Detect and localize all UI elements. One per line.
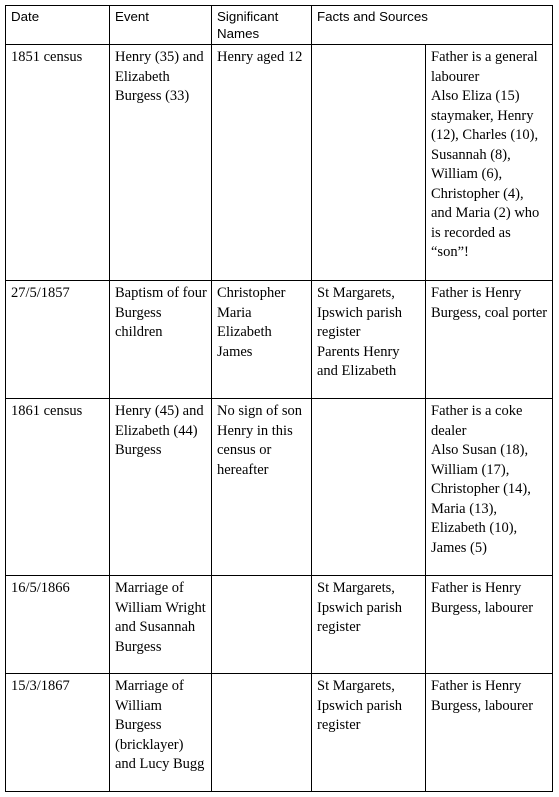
cell-source: St Margarets, Ipswich parish register xyxy=(312,576,426,674)
table-row xyxy=(6,576,553,674)
cell-date: 16/5/1866 xyxy=(6,576,110,674)
cell-names xyxy=(212,674,312,792)
cell-event: Marriage of William Wright and Susannah Burgess xyxy=(110,576,212,674)
cell-facts: Father is Henry Burgess, labourer xyxy=(426,576,553,674)
cell-facts: Father is Henry Burgess, coal porter xyxy=(426,281,553,399)
cell-date: 15/3/1867 xyxy=(6,674,110,792)
cell-date: 1861 census xyxy=(6,399,110,576)
table-row xyxy=(6,399,553,576)
table-row xyxy=(6,45,553,281)
cell-names: Christopher Maria Elizabeth James xyxy=(212,281,312,399)
cell-event: Baptism of four Burgess children xyxy=(110,281,212,399)
cell-event: Henry (45) and Elizabeth (44) Burgess xyxy=(110,399,212,576)
cell-facts: Father is Henry Burgess, labourer xyxy=(426,674,553,792)
family-history-table xyxy=(5,5,553,792)
cell-event: Henry (35) and Elizabeth Burgess (33) xyxy=(110,45,212,281)
cell-names: No sign of son Henry in this census or hereafter xyxy=(212,399,312,576)
header-significant-names: Significant Names xyxy=(212,6,312,45)
header-row xyxy=(6,6,553,45)
cell-facts: Father is a general labourer Also Eliza (15) staymaker, Henry (12), Charles (10), Susannah (8), William (6), Christopher (4), and Maria (2) who is recorded as “son”! xyxy=(426,45,553,281)
cell-names xyxy=(212,576,312,674)
cell-event: Marriage of William Burgess (bricklayer) and Lucy Bugg xyxy=(110,674,212,792)
header-facts-and-sources: Facts and Sources xyxy=(312,6,553,45)
header-event: Event xyxy=(110,6,212,45)
cell-source: St Margarets, Ipswich parish register Parents Henry and Elizabeth xyxy=(312,281,426,399)
cell-date: 1851 census xyxy=(6,45,110,281)
header-date: Date xyxy=(6,6,110,45)
cell-names: Henry aged 12 xyxy=(212,45,312,281)
cell-source xyxy=(312,399,426,576)
table-row xyxy=(6,674,553,792)
table-row xyxy=(6,281,553,399)
cell-date: 27/5/1857 xyxy=(6,281,110,399)
cell-source: St Margarets, Ipswich parish register xyxy=(312,674,426,792)
cell-facts: Father is a coke dealer Also Susan (18), William (17), Christopher (14), Maria (13), Elizabeth (10), James (5) xyxy=(426,399,553,576)
cell-source xyxy=(312,45,426,281)
